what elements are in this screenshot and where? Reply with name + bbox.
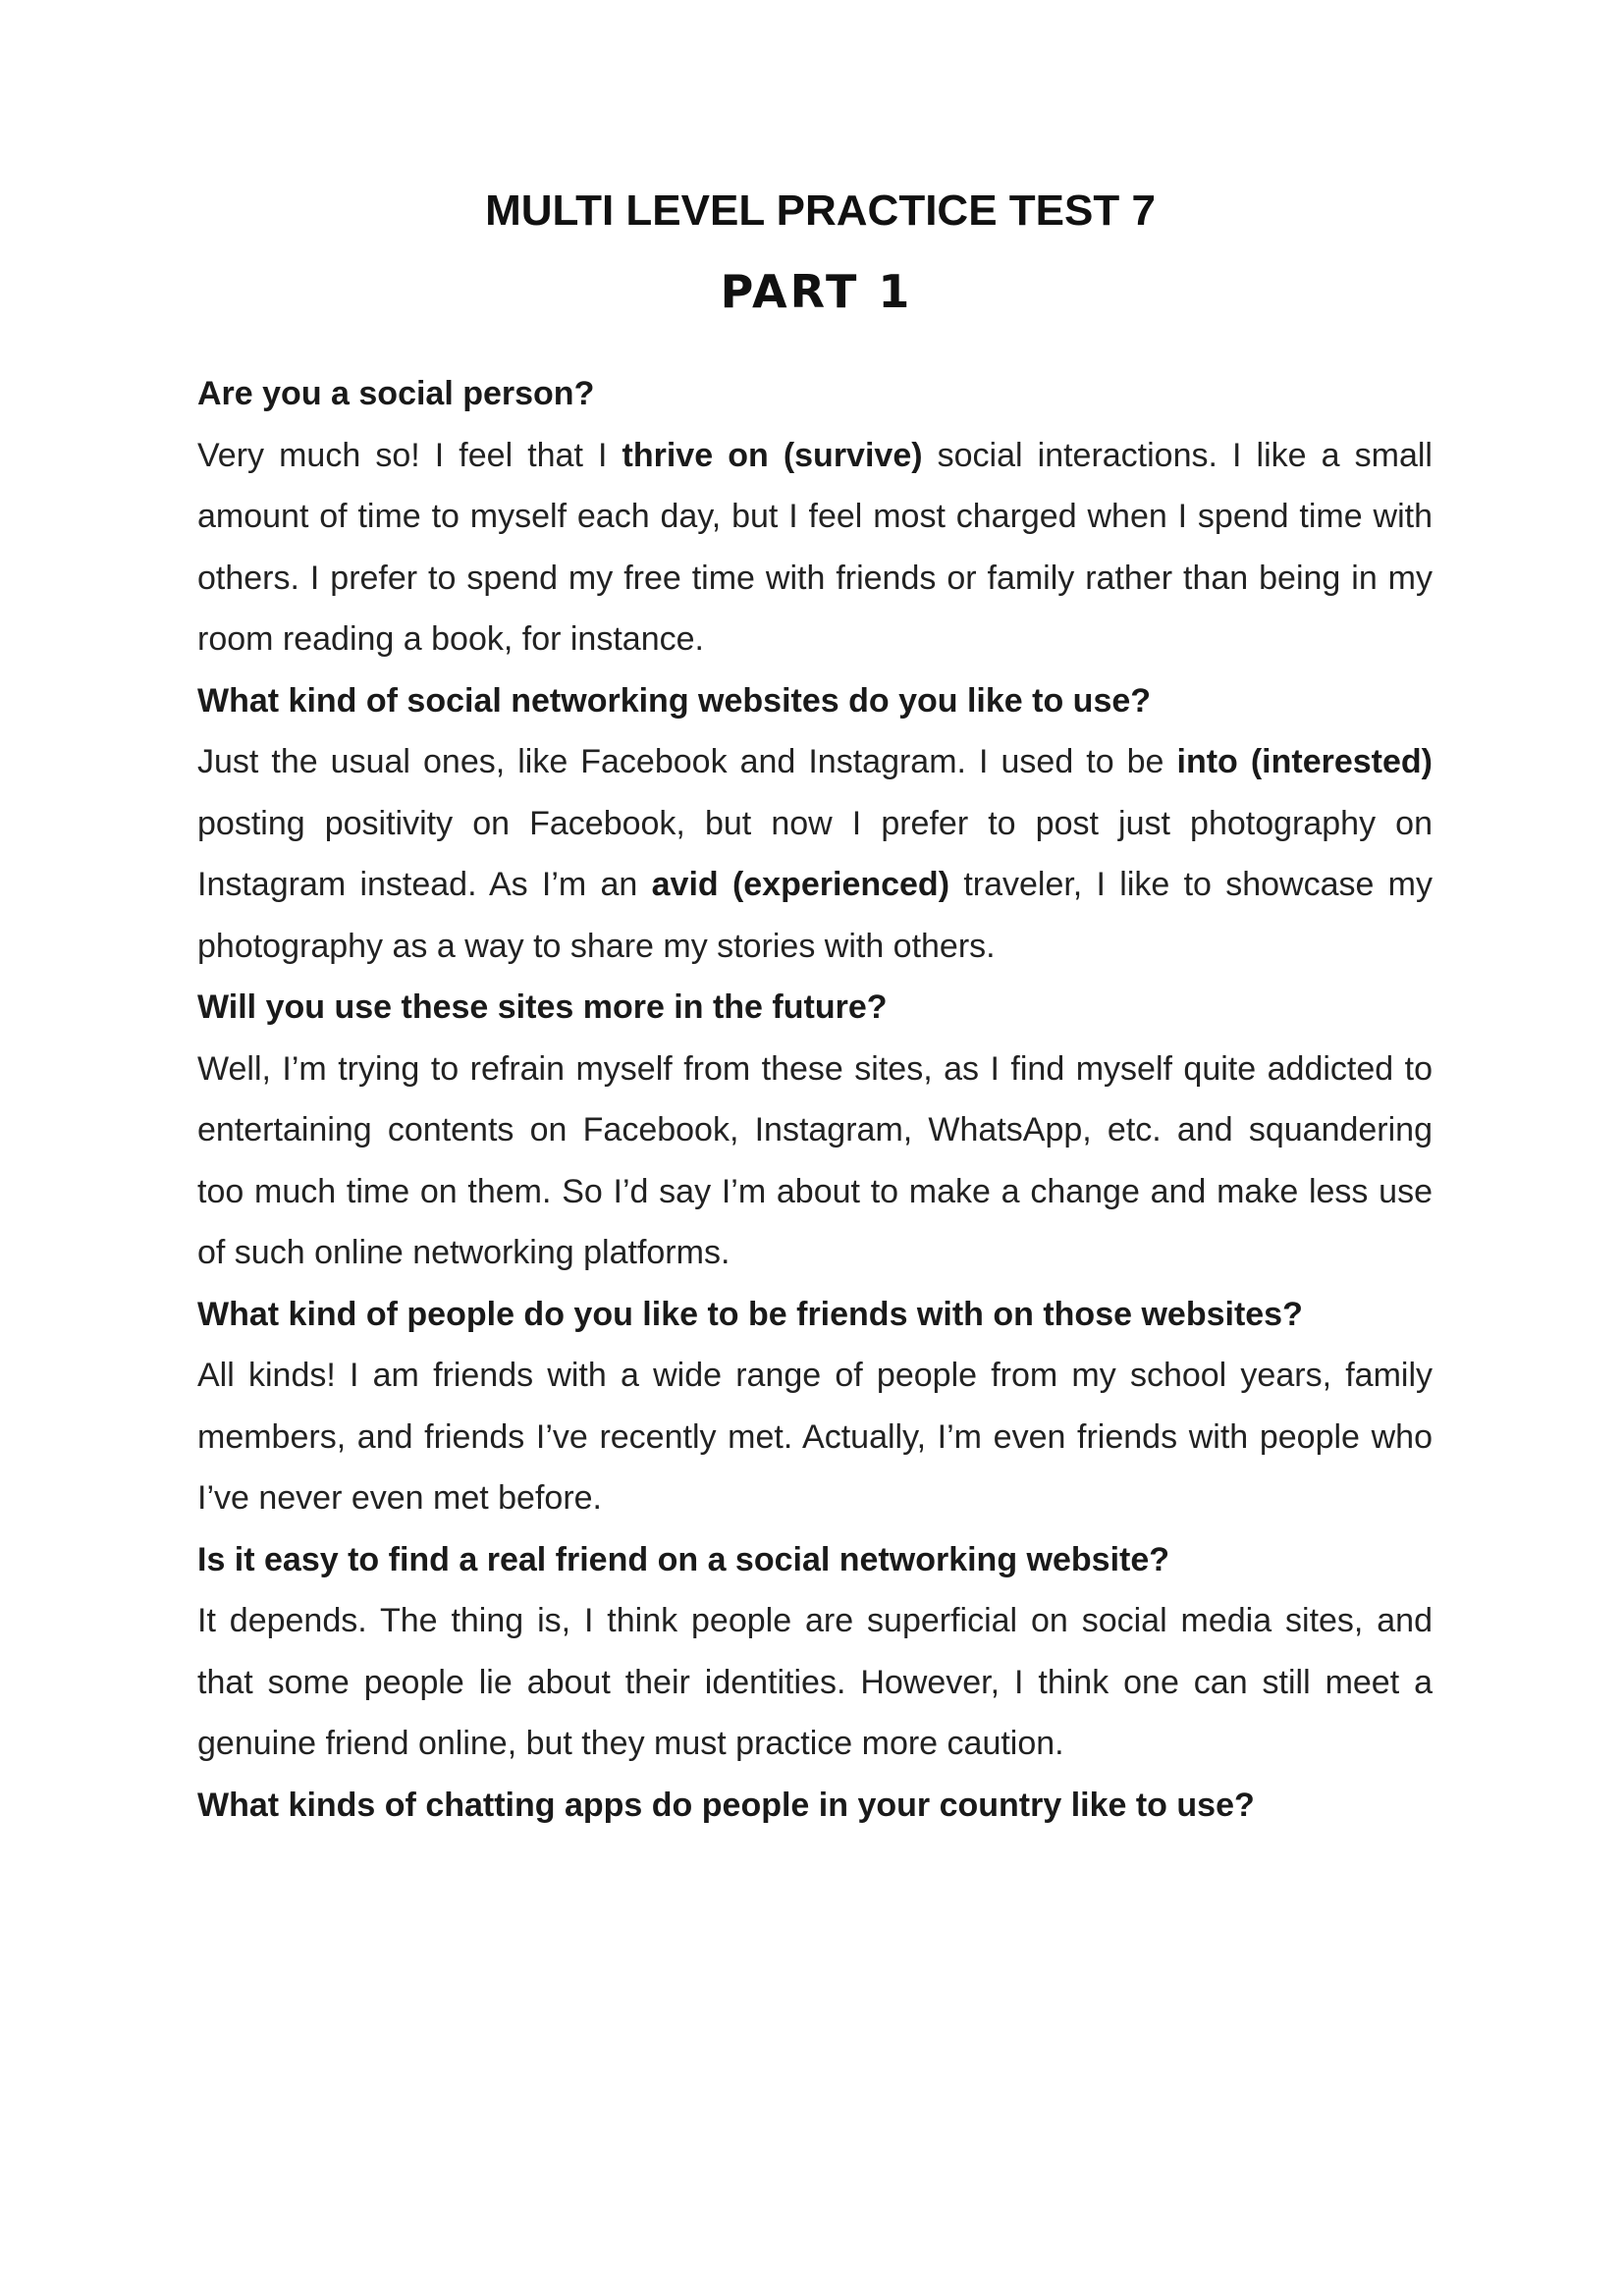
qa-item: [197, 977, 1433, 1284]
qa-item: [197, 363, 1433, 670]
answer-paragraph: [197, 1039, 1433, 1284]
answer-paragraph: [197, 1345, 1433, 1529]
answer-text: It depends. The thing is, I think people are superficial on social media sites, and that some people lie about their identities. However, I think one can still meet a genuine friend online, but they must practice more caution.: [197, 1602, 1433, 1762]
qa-item: [197, 1529, 1433, 1775]
vocabulary-highlight: into (interested): [1176, 743, 1433, 780]
qa-item: [197, 1775, 1433, 1837]
answer-text: Very much so! I feel that I: [197, 436, 622, 474]
vocabulary-highlight: thrive on (survive): [622, 436, 923, 474]
question-heading: What kind of social networking websites do you like to use?: [197, 681, 1152, 720]
question-heading: Will you use these sites more in the future?: [197, 988, 888, 1026]
part-heading: PART 1: [720, 265, 913, 318]
question-heading: Is it easy to find a real friend on a social networking website?: [197, 1540, 1170, 1578]
answer-text: All kinds! I am friends with a wide range of people from my school years, family members, and friends I’ve recently met. Actually, I’m even friends with people who I’ve never even met before.: [197, 1357, 1433, 1517]
answer-text: Just the usual ones, like Facebook and Instagram. I used to be: [197, 743, 1177, 780]
answer-text: Well, I’m trying to refrain myself from these sites, as I find myself quite addicted to entertaining contents on Facebook, Instagram, WhatsApp, etc. and squandering too much time on them. So I’d say I’m about to make a change and make less use of such online networking platforms.: [197, 1049, 1433, 1271]
answer-paragraph: [197, 1590, 1433, 1775]
question-heading: What kind of people do you like to be friends with on those websites?: [197, 1295, 1303, 1333]
qa-list: [197, 363, 1433, 1836]
answer-text: posting positivity on Facebook, but now I prefer to post just photography on Instagram instead. As I’m an: [197, 804, 1433, 903]
qa-item: [197, 670, 1433, 978]
question-heading: Are you a social person?: [197, 375, 595, 412]
answer-paragraph: [197, 731, 1433, 977]
answer-text: traveler, I like to showcase my photography as a way to share my stories with others.: [197, 866, 1434, 965]
question-heading: What kinds of chatting apps do people in your country like to use?: [197, 1786, 1255, 1824]
qa-item: [197, 1284, 1433, 1529]
answer-paragraph: [197, 425, 1433, 670]
page-title: MULTI LEVEL PRACTICE TEST 7: [485, 187, 1156, 235]
vocabulary-highlight: avid (experienced): [651, 866, 950, 903]
answer-text: social interactions. I like a small amount of time to myself each day, but I feel most charged when I spend time with others. I prefer to spend my free time with friends or family rather than being in my room reading a book, for instance.: [197, 436, 1433, 658]
